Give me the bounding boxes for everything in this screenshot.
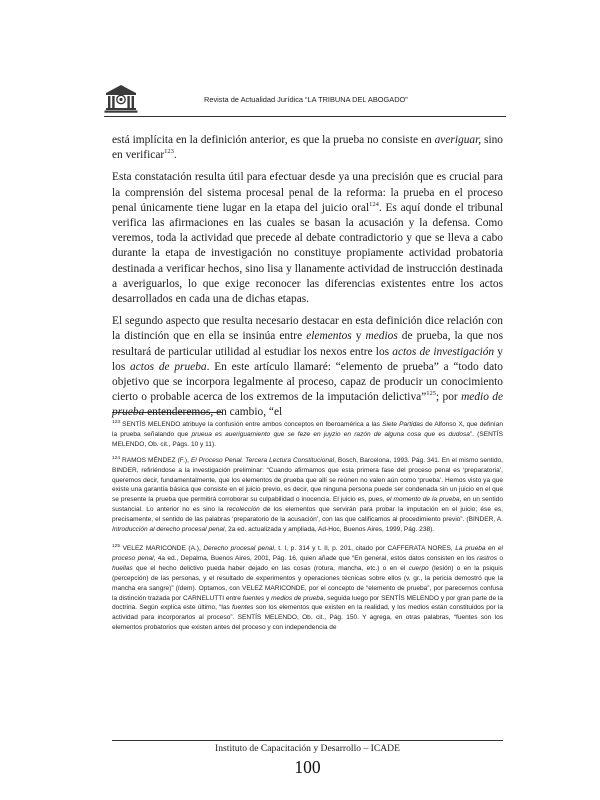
footnote-125 — [112, 544, 503, 633]
footer-divider — [112, 740, 503, 741]
fn125-italic-5: cuerpo — [408, 564, 429, 572]
p1-text-4: . — [173, 149, 177, 162]
fn124-text-7: de los elementos que servirán para probar la imputación en el juicio; ése es, precisamente, el sentido de las palabras ‘preparatorio de la acusación’, con las que calificamos al procedimiento previo”. (BINDER, A. — [112, 506, 503, 524]
fn123-italic-1: Siete Partidas — [382, 421, 424, 428]
p3-text-12: entenderemos, en cambio, “el — [144, 406, 283, 419]
p3-italic-medio-prueba: medio de prueba — [112, 391, 504, 419]
fn123-italic-2: prueua es aueriguamiento que se feze en juyzio en razón de alguna cosa que es dudosa — [191, 430, 470, 438]
paragraph-3 — [112, 314, 503, 420]
p3-italic-actos-investigacion: actos de investigación — [392, 345, 495, 358]
paragraph-1 — [112, 133, 503, 163]
footer-institution: Instituto de Capacitación y Desarrollo – ICADE — [215, 743, 400, 754]
p3-text-7: y los — [112, 345, 504, 373]
fn124-italic-1: El Proceso Penal. Tercera Lectura Constitucional — [190, 456, 335, 464]
p3-italic-medios: medios — [365, 330, 398, 343]
p3-text-10: ; por — [436, 391, 462, 404]
paragraph-2 — [112, 170, 503, 307]
fn123-text-1: SENTÍS MELENDO atribuye la confusión entre ambos conceptos en Iberoamérica a las — [120, 421, 383, 428]
fn124-italic-3: recolección — [226, 506, 260, 514]
fn124-italic-2: el momento de la prueba — [386, 496, 460, 504]
p3-text-1: El segundo aspecto que resulta necesario destacar en esta definición dice relación con la distinción que en ella se insinúa entre — [112, 315, 503, 343]
fn125-text-13: y — [264, 594, 272, 602]
footnote-123 — [112, 420, 503, 450]
fn125-text-15: , seguida luego por SENTÍS MELENDO y por gran parte de la doctrina. Según explica este último, “las — [112, 594, 503, 612]
p1-text-3: sino en verificar — [112, 134, 503, 162]
footnote-124 — [112, 456, 503, 535]
footnote-number: 123 — [112, 419, 121, 425]
fn125-italic-7: medios de prueba — [271, 594, 324, 602]
courthouse-logo-icon — [104, 84, 138, 114]
fn125-text-9: que el hecho delictivo pueda haber dejado en las cosas (rotura, mancha, etc.) o en el — [132, 564, 409, 572]
fn125-text-3: , t. I, p. 314 y t. II, p. 201, citado por CAFFERATA NORES, — [273, 544, 456, 552]
footnote-number: 125 — [112, 543, 121, 549]
p2-text-1: Esta constatación resulta útil para efectuar desde ya una precisión que es crucial para la comprensión del sistema procesal penal de la reforma: la prueba en el proceso penal únicamente tiene lugar en la etapa del juicio oral — [112, 171, 503, 214]
fn125-italic-3: rastros — [477, 554, 498, 562]
fn125-text-17: son los elementos que existen en la realidad, y los medios están constituidos por la actividad para incorporarlos al proceso”. SENTÍS MELENDO, Ob. cit., Pág. 150. Y agrega, en otras palabras, “fuentes son los elementos probatorios que existen antes del proceso y con independencia de — [112, 604, 504, 632]
fn124-text-9: , 2a ed. actualizada y ampliada, Ad-Hoc, Buenos Aires, 1999, Pág. 238). — [224, 526, 435, 534]
header-divider — [104, 116, 506, 117]
fn125-text-5: , 4a ed., Depalma, Buenos Aires, 2001, Pág. 16, quien añade que “En general, estos datos consisten en los — [153, 554, 478, 562]
fn125-italic-4: huellas — [112, 564, 133, 572]
fn125-text-11: (lesión) o en la psiquis (percepción) de las personas, y el resultado de experimentos y operaciones técnicas sobre ellos (v. gr., la pericia demostró que la mancha era sangre)” (ídem). Optamos, con VELEZ MARICONDE, por el concepto de “elemento de prueba”, por parecernos confusa la distinción trazada por CARNELUTTI entre — [112, 564, 503, 602]
fn123-text-3: de Alfonso X, que definían la prueba señalando que — [112, 421, 503, 438]
p3-text-5: de prueba, la que nos resultará de particular utilidad al estudiar los nexos entre los — [112, 330, 504, 358]
footnote-separator — [112, 412, 222, 413]
fn124-text-1: RAMOS MÉNDEZ (F.), — [120, 456, 191, 464]
fn125-italic-6: fuentes — [242, 594, 265, 602]
p3-italic-elementos: elementos — [306, 330, 352, 343]
footnote-ref-123[interactable]: 123 — [164, 148, 174, 156]
p3-italic-actos-prueba: actos de prueba — [130, 360, 207, 373]
fn125-text-7: o — [497, 554, 503, 562]
page-number: 100 — [294, 757, 321, 777]
footnotes — [112, 420, 503, 639]
fn125-text-1: VELEZ MARICONDE (A.), — [120, 544, 204, 552]
footnote-ref-124[interactable]: 124 — [369, 201, 379, 209]
p2-text-2: . Es aquí donde el tribunal verifica las afirmaciones en las cuales se basan la acusación y la defensa. Como veremos, toda la actividad que precede al debate contradictorio y que se lleva a cabo durante la etapa de investigación no constituye propiamente actividad probatoria destinada a verificar hechos, sino lisa y llanamente actividad de instrucción destinada a averiguarlos, lo que exige reconocer las diferencias existentes entre los actos desarrollados en cada una de dichas etapas. — [112, 201, 503, 306]
fn124-text-5: , en un sentido sustancial. Lo anterior no es sino la — [112, 496, 503, 514]
footnote-number: 124 — [112, 455, 121, 461]
fn124-italic-4: Introducción al derecho procesal penal — [112, 526, 225, 534]
footnote-ref-125[interactable]: 125 — [426, 390, 437, 398]
page-header — [104, 84, 506, 114]
fn125-italic-1: Derecho procesal penal — [203, 544, 274, 552]
fn125-italic-2: La prueba en el proceso penal — [112, 544, 503, 562]
p1-text-1: está implícita en la definición anterior, es que la prueba no consiste en — [112, 134, 435, 146]
p3-text-3: y — [351, 330, 366, 343]
journal-title: Revista de Actualidad Jurídica “LA TRIBUNA DEL ABOGADO” — [204, 95, 408, 104]
fn125-italic-8: fuentes — [231, 604, 254, 612]
fn124-text-3: , Bosch, Barcelona, 1993. Pág. 341. En el mismo sentido, BINDER, refiriéndose a la investigación preliminar: “Cuando afirmamos que esta primera fase del proceso penal es ‘preparatoria’, queremos decir, fundamentalmente, que los elementos de prueba que allí se reúnen no valen aún como ‘prueba’. Hemos visto ya que existe una garantía básica que consiste en el juicio previo, es decir, que ninguna persona puede ser condenada sin un juicio en el que se presente la prueba que permitirá corroborar su culpabilidad o inocencia. El juicio es, pues, — [112, 456, 503, 504]
p1-italic-averiguar: averiguar, — [434, 134, 482, 146]
p3-text-9: . En este artículo llamaré: “elemento de prueba” a “todo dato objetivo que se incorpora legalmente al proceso, capaz de producir un conocimiento cierto o probable acerca de los extremos de la imputación delictiva” — [112, 360, 504, 404]
body-text — [112, 133, 503, 428]
fn123-text-5: ”. (SENTÍS MELENDO, Ob. cit., Págs. 10 y 11). — [112, 430, 503, 448]
